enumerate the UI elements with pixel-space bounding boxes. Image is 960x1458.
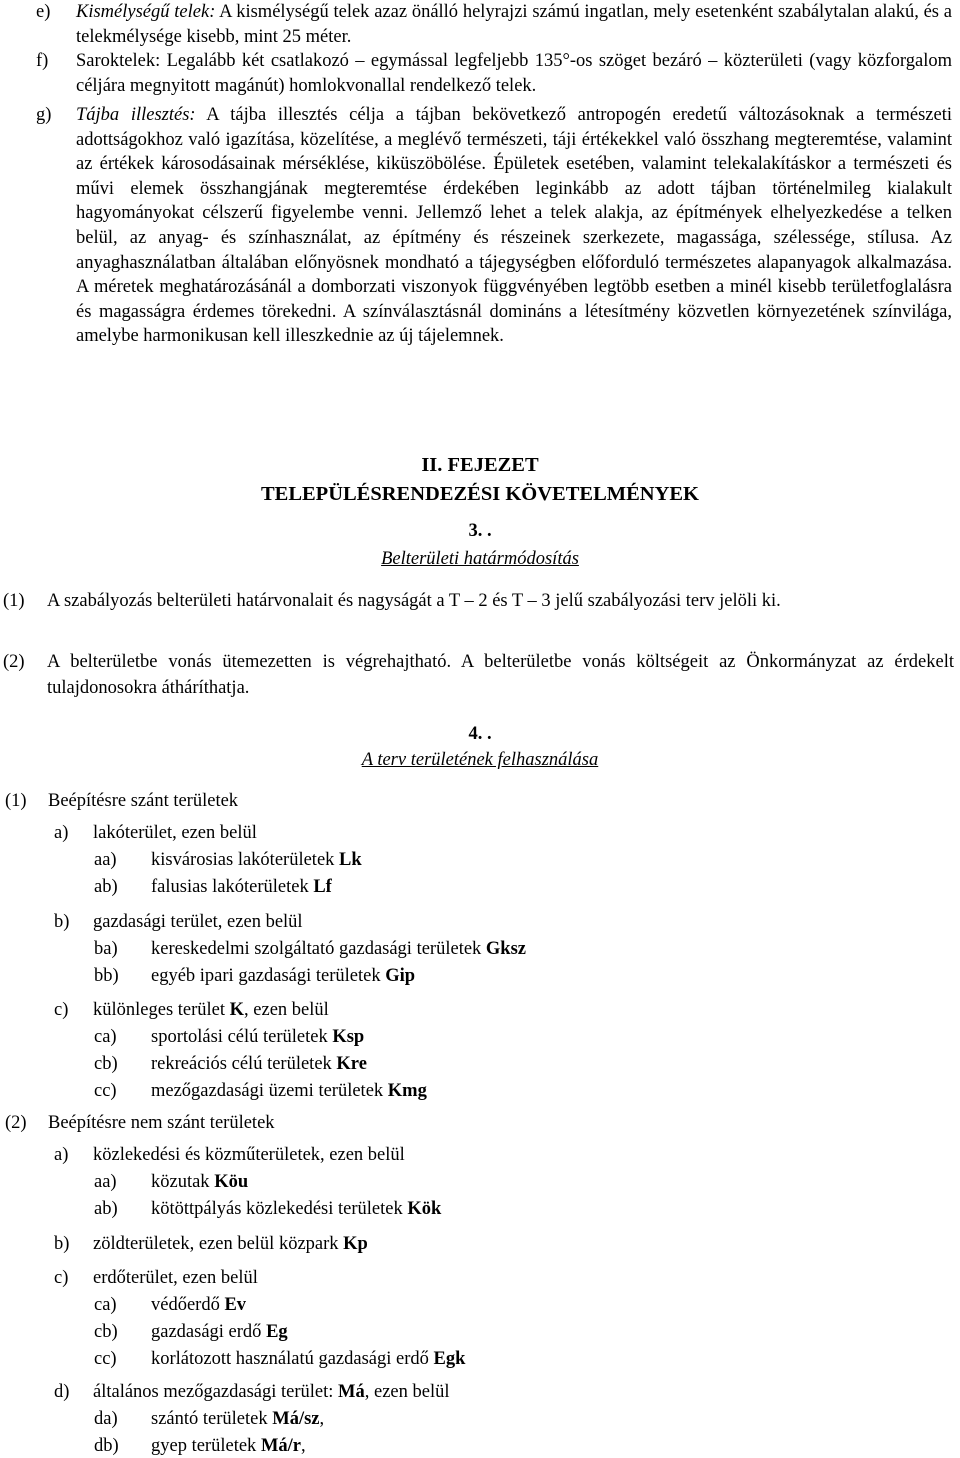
list-item-text: korlátozott használatú gazdasági erdő <box>151 1349 434 1369</box>
section-3-number: 3. . <box>468 521 492 541</box>
zone-code: Lk <box>339 850 362 870</box>
zone-code: Kök <box>407 1199 442 1219</box>
zone-code: Gksz <box>485 939 527 959</box>
list-marker: b) <box>54 1234 70 1254</box>
list-item-text: erdőterület, ezen belül <box>93 1268 258 1288</box>
list-marker: d) <box>54 1382 70 1402</box>
zone-code: Kp <box>343 1234 368 1254</box>
section-3-paragraph-1 <box>3 588 954 614</box>
list-marker: da) <box>94 1409 118 1429</box>
paragraph-text: A szabályozás belterületi határvonalait és nagyságát a T – 2 és T – 3 jelű szabályozási terv jelöli ki. <box>47 591 781 611</box>
list-item <box>93 1232 368 1256</box>
list-item <box>151 1197 441 1221</box>
list-marker: ca) <box>94 1027 117 1047</box>
list-marker: b) <box>54 912 70 932</box>
list-marker: cc) <box>94 1081 117 1101</box>
list-item-suffix: , ezen belül <box>364 1382 450 1402</box>
zone-code: Eg <box>266 1322 288 1342</box>
list-item-suffix: , <box>319 1409 325 1429</box>
zone-code: Egk <box>433 1349 466 1369</box>
list-item <box>151 1025 364 1049</box>
list-item-text: Beépítésre nem szánt területek <box>48 1113 275 1133</box>
list-marker: g) <box>36 105 52 125</box>
list-marker: cb) <box>94 1054 118 1074</box>
list-marker: cc) <box>94 1349 117 1369</box>
list-item-text: közutak <box>151 1172 215 1192</box>
list-item <box>151 1407 324 1431</box>
list-marker: ba) <box>94 939 118 959</box>
list-marker: (2) <box>5 1113 27 1133</box>
list-item <box>151 1052 367 1076</box>
list-item <box>93 821 257 845</box>
definition-e <box>36 0 952 49</box>
definition-g <box>36 103 952 349</box>
list-item <box>151 1293 246 1317</box>
list-marker: a) <box>54 1145 69 1165</box>
list-item <box>93 998 329 1022</box>
definition-f <box>36 49 952 98</box>
list-item-text: kötöttpályás közlekedési területek <box>151 1199 408 1219</box>
list-item <box>48 1111 275 1135</box>
list-marker: ca) <box>94 1295 117 1315</box>
list-item-text: rekreációs célú területek <box>151 1054 337 1074</box>
zone-code: Köu <box>214 1172 249 1192</box>
list-marker: a) <box>54 823 69 843</box>
list-item <box>151 875 332 899</box>
definition-term: Tájba illesztés: <box>76 105 196 125</box>
section-4-title: A terv területének felhasználása <box>361 750 599 770</box>
list-marker: f) <box>36 51 49 71</box>
definition-text: A kismélységű telek azaz önálló helyrajzi számú ingatlan, mely esetenként szabálytalan alakú, és a telekmélysége kisebb, mint 25 méter. <box>76 2 952 47</box>
list-marker: aa) <box>94 850 117 870</box>
definition-text: A tájba illesztés célja a tájban bekövetkező antropogén eredetű változásoknak a természeti adottságokhoz való igazítása, közelítése, a meglévő természeti, táji értékekkel való összhang megteremtése, valamint az értékek károsodásainak mérséklése, kiküszöbölése. Épületek esetében, valamint telekalakításkor a természeti és művi elemek összhangjának megteremtése érdekében leginkább az adott tájban történelmileg kialakult hagyományokat célszerű figyelembe venni. Jellemző lehet a telek alakja, az építmények elhelyezkedése a telken belül, az anyag- és színhasználat, az építmény és részeinek szerkezete, magassága, szélessége, stílusa. Az anyaghasználatban általában előnyösnek mondható a tájegységben előforduló természetes alapanyagok alkalmazása. A méretek meghatározásánál a domborzati viszonyok függvényében legtöbb esetben a minél kisebb területfoglalásra és magasságra érdemes törekedni. A színválasztásnál domináns a létesítmény közvetlen környezetének színvilága, amelybe harmonikusan kell illeszkednie az új tájelemnek. <box>76 105 952 347</box>
zone-code: Má/sz <box>272 1409 320 1429</box>
list-marker: db) <box>94 1436 119 1456</box>
zone-code: K <box>229 1000 245 1020</box>
list-marker: bb) <box>94 966 119 986</box>
list-item-suffix: , <box>301 1436 306 1456</box>
list-item-text: mezőgazdasági üzemi területek <box>151 1081 388 1101</box>
list-item-text: Beépítésre szánt területek <box>48 791 239 811</box>
list-item <box>151 1079 427 1103</box>
list-item-text: zöldterületek, ezen belül közpark <box>93 1234 344 1254</box>
list-item-text: gyep területek <box>151 1436 261 1456</box>
list-item-text: szántó területek <box>151 1409 273 1429</box>
list-item-text: egyéb ipari gazdasági területek <box>151 966 386 986</box>
zone-code: Gip <box>385 966 416 986</box>
list-item-text: közlekedési és közműterületek, ezen belül <box>93 1145 405 1165</box>
zone-code: Ev <box>224 1295 247 1315</box>
list-item <box>151 1320 288 1344</box>
list-item-text: falusias lakóterületek <box>151 877 314 897</box>
list-marker: aa) <box>94 1172 117 1192</box>
definition-term: Kismélységű telek: <box>76 2 216 22</box>
list-item <box>151 848 362 872</box>
zone-code: Má/r <box>260 1436 301 1456</box>
section-4-number: 4. . <box>468 724 492 744</box>
list-marker: ab) <box>94 1199 118 1219</box>
list-item-text: kereskedelmi szolgáltató gazdasági területek <box>151 939 486 959</box>
zone-code: Má <box>338 1382 365 1402</box>
list-item <box>93 1380 450 1404</box>
chapter-title: TELEPÜLÉSRENDEZÉSI KÖVETELMÉNYEK <box>260 483 700 505</box>
list-item-text: gazdasági terület, ezen belül <box>93 912 303 932</box>
list-item-text: sportolási célú területek <box>151 1027 333 1047</box>
list-item <box>151 964 415 988</box>
list-item-text: különleges terület <box>93 1000 230 1020</box>
list-marker: (1) <box>5 791 27 811</box>
list-item <box>151 1170 248 1194</box>
list-marker: c) <box>54 1000 69 1020</box>
list-marker: ab) <box>94 877 118 897</box>
list-marker: e) <box>36 2 51 22</box>
list-item-text: kisvárosias lakóterületek <box>151 850 340 870</box>
list-item <box>93 1143 405 1167</box>
list-item <box>48 789 238 813</box>
list-item <box>151 937 526 961</box>
list-item <box>151 1347 465 1371</box>
section-3-title: Belterületi határmódosítás <box>381 549 579 569</box>
list-marker: cb) <box>94 1322 118 1342</box>
definition-text: Saroktelek: Legalább két csatlakozó – egymással legfeljebb 135°-os szöget bezáró – közterületi (vagy közforgalom céljára megnyitott magánút) homlokvonallal rendelkező telek. <box>76 51 952 96</box>
zone-code: Kre <box>336 1054 367 1074</box>
list-item-text: általános mezőgazdasági terület: <box>93 1382 339 1402</box>
list-item-text: lakóterület, ezen belül <box>93 823 257 843</box>
paragraph-text: A belterületbe vonás ütemezetten is végrehajtható. A belterületbe vonás költségeit az Önkormányzat az érdekelt tulajdonosokra átháríthatja. <box>47 652 954 698</box>
list-item <box>93 910 303 934</box>
paragraph-marker: (2) <box>3 652 25 672</box>
list-item <box>151 1434 306 1458</box>
list-item-suffix: , ezen belül <box>244 1000 329 1020</box>
chapter-number: II. FEJEZET <box>421 454 539 476</box>
zone-code: Ksp <box>332 1027 365 1047</box>
list-item <box>93 1266 258 1290</box>
section-3-paragraph-2 <box>3 649 954 701</box>
zone-code: Lf <box>313 877 332 897</box>
list-marker: c) <box>54 1268 69 1288</box>
list-item-text: védőerdő <box>151 1295 225 1315</box>
list-item-text: gazdasági erdő <box>151 1322 267 1342</box>
zone-code: Kmg <box>387 1081 427 1101</box>
paragraph-marker: (1) <box>3 591 25 611</box>
